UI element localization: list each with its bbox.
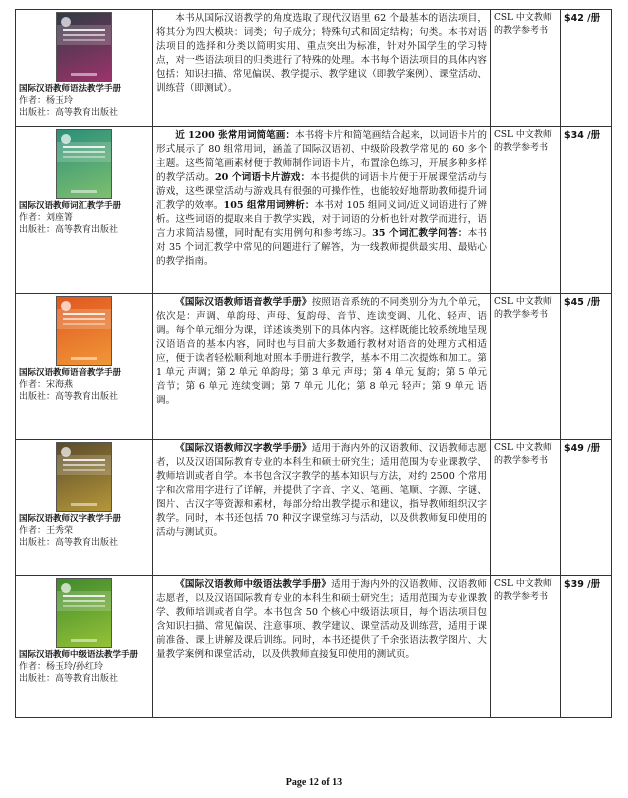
- description-highlight: 《国际汉语教师语音教学手册》: [175, 297, 312, 308]
- book-catalog-table: [15, 9, 612, 718]
- cover-publisher-mark: [71, 503, 97, 506]
- book-info-cell: [16, 440, 153, 576]
- book-description-cell: [153, 10, 491, 127]
- book-info-cell: [16, 576, 153, 718]
- book-description: [156, 442, 487, 540]
- book-price: $39 /册: [561, 576, 612, 718]
- description-highlight: 《国际汉语教师汉字教学手册》: [175, 443, 312, 454]
- book-cover-image: [56, 129, 112, 199]
- book-description-cell: [153, 127, 491, 294]
- book-category: CSL 中文教师的教学参考书: [491, 440, 561, 576]
- description-text: 本书将卡片和简笔画结合起来，以词语卡片的形式展示了 80 组常用词，涵盖了国际汉语初、中级阶段教学常见的 60 多个主题。这些简笔画素材便于教师制作词语卡片，布置涂色练习，开展多种多样的教学活动。: [156, 130, 488, 183]
- book-row: [16, 576, 612, 718]
- description-highlight: 近 1200 张常用词简笔画：: [175, 130, 295, 141]
- book-price: $45 /册: [561, 294, 612, 440]
- book-description-cell: [153, 576, 491, 718]
- book-title: 国际汉语教师语法教学手册: [19, 84, 122, 94]
- cover-band: [57, 25, 111, 45]
- book-publisher: 出版社：高等教育出版社: [19, 392, 119, 402]
- cover-publisher-mark: [71, 73, 97, 76]
- cover-title-lines: [63, 595, 105, 597]
- book-description-cell: [153, 440, 491, 576]
- description-text: 本书对 105 组同义词/近义词语进行了辨析。这些词语的提取来自于教学实践，对于词语的分析也针对教学而进行，语言力求简洁易懂，同时配有实用例句和参考练习。: [156, 200, 487, 239]
- book-publisher: 出版社：高等教育出版社: [19, 225, 119, 235]
- book-category: CSL 中文教师的教学参考书: [491, 294, 561, 440]
- description-text: 本书从国际汉语教学的角度选取了现代汉语里 62 个最基本的语法项目，将其分为四大模块：词类；句子成分；特殊句式和固定结构；句类。本书对语法项目的选择和分类以简明实用、重点突出为标准，针对外国学生的学习特点，对一些语法项目的归类进行了特殊的处理。本书每个语法项目的具体内容包括：知识扫描、常见偏误、教学提示、教学建议（即教学案例）、课堂活动、训练营（即测试）。: [156, 13, 487, 94]
- book-description: [156, 296, 487, 408]
- book-info-cell: [16, 127, 153, 294]
- book-description: [156, 12, 487, 96]
- book-price: $42 /册: [561, 10, 612, 127]
- book-publisher: 出版社：高等教育出版社: [19, 674, 119, 684]
- book-price: $49 /册: [561, 440, 612, 576]
- book-row: [16, 127, 612, 294]
- description-text: 适用于海内外的汉语教师、汉语教师志愿者，以及汉语国际教育专业的本科生和硕士研究生；适用范围为专业课教学、教师培训或者自学。本书包含 50 个核心中级语法项目，每个语法项目包含知识扫描、常见偏误、注意事项、教学建议、课堂活动及训练营，适用于课前准备、课上讲解及课后训练。同时，本书还提供了千余张语法教学图片、大量教学案例和课堂活动，以及供教师直接复印使用的测试页。: [156, 579, 488, 660]
- book-info-cell: [16, 10, 153, 127]
- cover-logo-icon: [61, 17, 71, 27]
- book-publisher: 出版社：高等教育出版社: [19, 108, 119, 118]
- page-footer: Page 12 of 13: [285, 777, 343, 788]
- cover-band: [57, 591, 111, 611]
- cover-title-lines: [63, 313, 105, 315]
- description-text: 本书对 35 个词汇教学中常见的问题进行了解答，为一线教师提供最实用、最贴心的教学指南。: [156, 228, 488, 267]
- book-title: 国际汉语教师汉字教学手册: [19, 514, 122, 524]
- book-category: CSL 中文教师的教学参考书: [491, 576, 561, 718]
- book-author: 作者：王秀荣: [19, 526, 74, 536]
- cover-band: [57, 309, 111, 329]
- description-highlight: 35 个词汇教学问答：: [372, 228, 468, 239]
- book-cover-image: [56, 442, 112, 512]
- book-price: $34 /册: [561, 127, 612, 294]
- book-row: [16, 294, 612, 440]
- cover-title-lines: [63, 459, 105, 461]
- book-author: 作者：宋海燕: [19, 380, 74, 390]
- cover-logo-icon: [61, 583, 71, 593]
- book-description-cell: [153, 294, 491, 440]
- cover-logo-icon: [61, 134, 71, 144]
- description-text: 按照语音系统的不同类别分为九个单元，依次是：声调、单韵母、声母、复韵母、音节、连读变调、儿化、轻声、语调。每个单元细分为课，详述该类别下的具体内容。这样既能比较系统地呈现汉语语音的基本内容，同时也与目前大多数通行教材对语音的处理方式相适应，便于读者轻松顺利地对照本手册进行教学，基本不用二次提炼和加工。第 1 单元 声调；第 2 单元 单韵母；第 3 单元 声母；第 4 单元 复韵；第 5 单元 音节；第 6 单元 连续变调；第 7 单元 儿化；第 8 单元 轻声；第 9 单元 语调。: [156, 297, 488, 406]
- book-category: CSL 中文教师的教学参考书: [491, 127, 561, 294]
- book-author: 作者：刘座箐: [19, 213, 74, 223]
- description-highlight: 《国际汉语教师中级语法教学手册》: [175, 579, 332, 590]
- book-author: 作者：杨玉玲: [19, 96, 74, 106]
- book-row: [16, 440, 612, 576]
- book-title: 国际汉语教师中级语法教学手册: [19, 650, 139, 660]
- cover-band: [57, 142, 111, 162]
- book-category: CSL 中文教师的教学参考书: [491, 10, 561, 127]
- book-title: 国际汉语教师语音教学手册: [19, 368, 122, 378]
- description-text: 本书提供的词语卡片便于开展课堂活动与游戏，这些课堂活动与游戏具有很强的可操作性，也能较好地帮助教师提升词汇教学的效率。: [156, 172, 488, 211]
- cover-title-lines: [63, 29, 105, 31]
- description-highlight: 20 个词语卡片游戏：: [214, 172, 311, 183]
- book-description: [156, 578, 487, 662]
- cover-band: [57, 455, 111, 475]
- cover-title-lines: [63, 146, 105, 148]
- book-author: 作者：杨玉玲/孙红玲: [19, 662, 104, 672]
- book-publisher: 出版社：高等教育出版社: [19, 538, 119, 548]
- cover-logo-icon: [61, 301, 71, 311]
- cover-publisher-mark: [71, 190, 97, 193]
- description-highlight: 105 组常用词辨析：: [223, 200, 315, 211]
- book-info-cell: [16, 294, 153, 440]
- book-cover-image: [56, 296, 112, 366]
- book-cover-image: [56, 12, 112, 82]
- cover-publisher-mark: [71, 357, 97, 360]
- cover-publisher-mark: [71, 639, 97, 642]
- book-description: [156, 129, 487, 269]
- book-title: 国际汉语教师词汇教学手册: [19, 201, 122, 211]
- cover-logo-icon: [61, 447, 71, 457]
- description-text: 适用于海内外的汉语教师、汉语教师志愿者，以及汉语国际教育专业的本科生和硕士研究生；适用范围为专业课教学、教师培训或者自学。本书包含汉字教学的基本知识与方法，对约 2500 个常用字和次常用字进行了详解，并提供了字音、字义、笔画、笔顺、字源、字谜、图片、古汉字等资源和素材，每部分给出教学提示和建议，指导教师组织汉字教学。同时，本书还包括 70 种汉字课堂练习与活动，以及供教师复印使用的活动与测试页。: [156, 443, 488, 538]
- book-cover-image: [56, 578, 112, 648]
- book-row: [16, 10, 612, 127]
